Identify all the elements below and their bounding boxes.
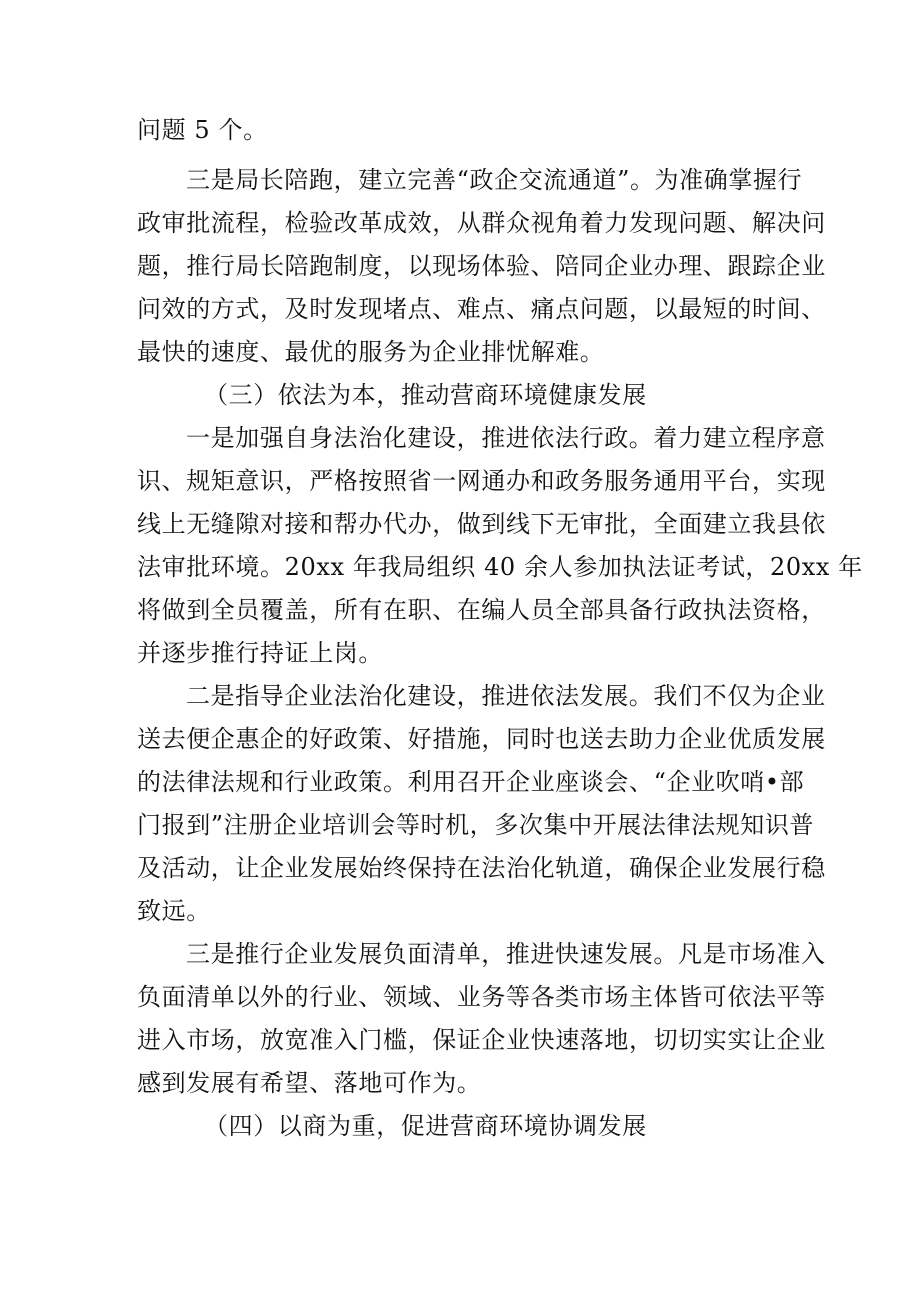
text-line: 法审批环境。20xx 年我局组织 40 余人参加执法证考试，20xx 年 [137, 553, 863, 581]
text-line: 问效的方式，及时发现堵点、难点、痛点问题，以最短的时间、 [137, 295, 826, 323]
text-line: 门报到”注册企业培训会等时机，多次集中开展法律法规知识普 [137, 811, 815, 839]
text-line: 题，推行局长陪跑制度，以现场体验、陪同企业办理、跟踪企业 [137, 252, 826, 280]
text-line: 负面清单以外的行业、领域、业务等各类市场主体皆可依法平等 [137, 983, 826, 1011]
text-line: 问题 5 个。 [137, 116, 268, 144]
text-line: 进入市场，放宽准入门槛，保证企业快速落地，切切实实让企业 [137, 1026, 826, 1054]
paragraph-first-line: 三是局长陪跑，建立完善“政企交流通道”。为准确掌握行 [186, 166, 803, 194]
text-line: 感到发展有希望、落地可作为。 [137, 1069, 482, 1097]
section-heading: （四）以商为重，促进营商环境协调发展 [204, 1112, 647, 1140]
text-line: 送去便企惠企的好政策、好措施，同时也送去助力企业优质发展 [137, 725, 826, 753]
text-line: 致远。 [137, 897, 211, 925]
text-line: 识、规矩意识，严格按照省一网通办和政务服务通用平台，实现 [137, 467, 826, 495]
text-line: 将做到全员覆盖，所有在职、在编人员全部具备行政执法资格， [137, 596, 826, 624]
section-heading: （三）依法为本，推动营商环境健康发展 [204, 381, 647, 409]
paragraph-first-line: 三是推行企业发展负面清单，推进快速发展。凡是市场准入 [186, 940, 826, 968]
text-line: 政审批流程，检验改革成效，从群众视角着力发现问题、解决问 [137, 209, 826, 237]
text-line: 线上无缝隙对接和帮办代办，做到线下无审批，全面建立我县依 [137, 510, 826, 538]
paragraph-first-line: 二是指导企业法治化建设，推进依法发展。我们不仅为企业 [186, 682, 826, 710]
text-line: 及活动，让企业发展始终保持在法治化轨道，确保企业发展行稳 [137, 854, 826, 882]
text-line: 的法律法规和行业政策。利用召开企业座谈会、“企业吹哨•部 [137, 768, 805, 796]
paragraph-first-line: 一是加强自身法治化建设，推进依法行政。着力建立程序意 [186, 424, 826, 452]
text-line: 并逐步推行持证上岗。 [137, 639, 383, 667]
text-line: 最快的速度、最优的服务为企业排忧解难。 [137, 338, 605, 366]
